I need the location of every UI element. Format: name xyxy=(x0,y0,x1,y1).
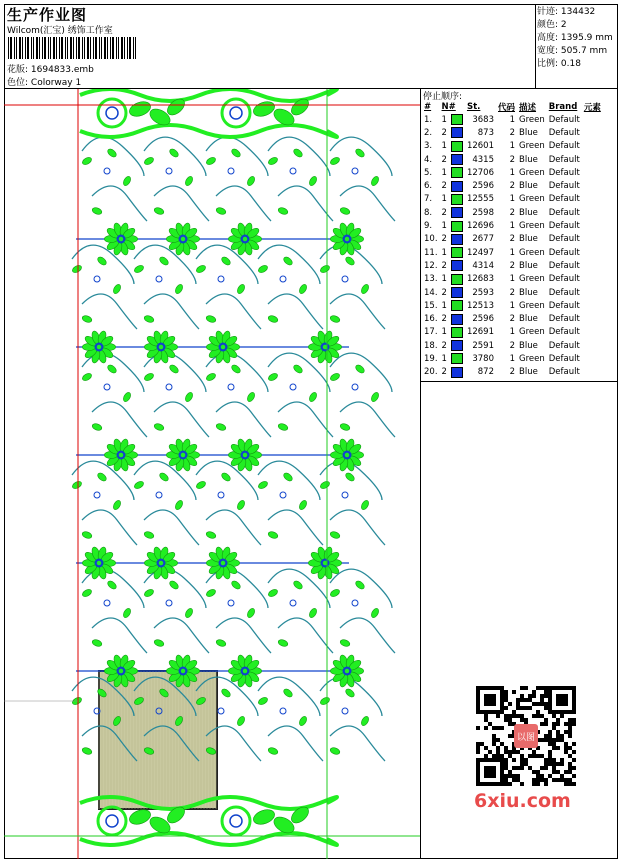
row-index: 16. xyxy=(424,314,438,325)
stat-stitches: 针迹: 134432 xyxy=(537,7,596,17)
color-swatch xyxy=(451,181,463,192)
row-code: 2 xyxy=(509,234,516,245)
table-row xyxy=(422,126,603,139)
row-brand: Default xyxy=(548,367,580,378)
row-brand: Default xyxy=(548,287,580,298)
barcode xyxy=(8,37,138,59)
row-stitches: 12513 xyxy=(466,300,494,311)
row-index: 8. xyxy=(424,207,433,218)
row-stitches: 872 xyxy=(477,367,494,378)
row-swatch xyxy=(449,312,465,325)
row-stitches: 12497 xyxy=(466,247,494,258)
row-stitches: 873 xyxy=(477,127,494,138)
row-brand: Default xyxy=(548,221,580,232)
row-stitches: 2596 xyxy=(472,314,494,325)
row-needle: 2 xyxy=(441,367,447,378)
table-header xyxy=(422,101,603,113)
row-stitches: 2593 xyxy=(472,287,494,298)
table-row xyxy=(422,246,603,259)
color-swatch xyxy=(451,234,463,245)
row-desc: Green xyxy=(519,114,545,125)
row-brand: Default xyxy=(548,114,580,125)
row-index: 13. xyxy=(424,274,438,285)
table-row xyxy=(422,166,603,179)
row-stitches: 4314 xyxy=(472,260,494,271)
table-row xyxy=(422,193,603,206)
row-code: 2 xyxy=(509,314,516,325)
row-index: 1. xyxy=(424,114,433,125)
row-desc: Green xyxy=(519,327,545,338)
row-index: 10. xyxy=(424,234,438,245)
company-name: Wilcom(汇宝) 绣饰工作室 xyxy=(7,26,113,36)
table-row xyxy=(422,312,603,325)
table-row xyxy=(422,219,603,232)
row-code: 1 xyxy=(509,247,516,258)
row-swatch xyxy=(449,259,465,272)
table-row xyxy=(422,140,603,153)
vine-pattern xyxy=(71,137,395,761)
row-desc: Green xyxy=(519,274,545,285)
stat-scale: 比例: 0.18 xyxy=(537,59,581,69)
row-swatch xyxy=(449,299,465,312)
colorway-line xyxy=(7,75,81,88)
row-element xyxy=(582,339,603,352)
row-needle: 2 xyxy=(441,207,447,218)
row-index: 19. xyxy=(424,353,438,364)
row-brand: Default xyxy=(548,167,580,178)
row-needle: 2 xyxy=(441,127,447,138)
row-element xyxy=(582,366,603,379)
row-needle: 1 xyxy=(441,353,447,364)
table-row xyxy=(422,113,603,126)
col-desc: 描述 xyxy=(519,103,537,113)
row-brand: Default xyxy=(548,260,580,271)
row-swatch xyxy=(449,126,465,139)
row-needle: 2 xyxy=(441,154,447,165)
row-stitches: 2677 xyxy=(472,234,494,245)
stat-width: 宽度: 505.7 mm xyxy=(537,46,608,56)
row-needle: 1 xyxy=(441,194,447,205)
row-brand: Default xyxy=(548,274,580,285)
panel-divider xyxy=(420,88,421,859)
row-swatch xyxy=(449,233,465,246)
row-needle: 2 xyxy=(441,287,447,298)
row-stitches: 12706 xyxy=(466,167,494,178)
row-index: 9. xyxy=(424,221,433,232)
row-code: 2 xyxy=(509,340,516,351)
row-stitches: 3683 xyxy=(472,114,494,125)
row-desc: Green xyxy=(519,300,545,311)
row-desc: Blue xyxy=(519,127,538,138)
row-swatch xyxy=(449,286,465,299)
row-code: 2 xyxy=(509,154,516,165)
row-index: 17. xyxy=(424,327,438,338)
stop-sequence-table xyxy=(422,101,603,379)
row-element xyxy=(582,206,603,219)
table-row xyxy=(422,259,603,272)
row-desc: Blue xyxy=(519,260,538,271)
table-row xyxy=(422,233,603,246)
row-swatch xyxy=(449,193,465,206)
row-element xyxy=(582,286,603,299)
row-code: 1 xyxy=(509,114,516,125)
row-brand: Default xyxy=(548,127,580,138)
row-index: 11. xyxy=(424,247,438,258)
row-index: 18. xyxy=(424,340,438,351)
color-swatch xyxy=(451,327,463,338)
row-code: 2 xyxy=(509,260,516,271)
qr-badge: 以图 xyxy=(516,733,536,743)
row-brand: Default xyxy=(548,154,580,165)
color-swatch xyxy=(451,247,463,258)
table-row xyxy=(422,206,603,219)
color-swatch xyxy=(451,207,463,218)
row-index: 15. xyxy=(424,300,438,311)
table-row xyxy=(422,366,603,379)
row-element xyxy=(582,113,603,126)
color-swatch xyxy=(451,127,463,138)
row-index: 4. xyxy=(424,154,433,165)
row-brand: Default xyxy=(548,300,580,311)
table-row xyxy=(422,326,603,339)
color-swatch xyxy=(451,300,463,311)
row-desc: Green xyxy=(519,247,545,258)
row-element xyxy=(582,312,603,325)
row-code: 1 xyxy=(509,300,516,311)
row-code: 1 xyxy=(509,274,516,285)
row-index: 20. xyxy=(424,367,438,378)
row-needle: 1 xyxy=(441,221,447,232)
row-desc: Green xyxy=(519,194,545,205)
row-element xyxy=(582,166,603,179)
row-code: 1 xyxy=(509,194,516,205)
row-desc: Blue xyxy=(519,287,538,298)
table-row xyxy=(422,273,603,286)
row-needle: 2 xyxy=(441,314,447,325)
row-index: 2. xyxy=(424,127,433,138)
row-stitches: 12555 xyxy=(466,194,494,205)
row-index: 6. xyxy=(424,181,433,192)
row-element xyxy=(582,193,603,206)
col-element: 元素 xyxy=(583,103,601,113)
row-needle: 2 xyxy=(441,260,447,271)
row-needle: 2 xyxy=(441,234,447,245)
row-needle: 1 xyxy=(441,300,447,311)
row-element xyxy=(582,153,603,166)
row-element xyxy=(582,352,603,365)
row-stitches: 2598 xyxy=(472,207,494,218)
row-stitches: 12696 xyxy=(466,221,494,232)
row-swatch xyxy=(449,366,465,379)
row-element xyxy=(582,326,603,339)
row-swatch xyxy=(449,179,465,192)
row-element xyxy=(582,233,603,246)
row-code: 1 xyxy=(509,327,516,338)
row-brand: Default xyxy=(548,314,580,325)
color-swatch xyxy=(451,154,463,165)
row-brand: Default xyxy=(548,207,580,218)
row-brand: Default xyxy=(548,181,580,192)
row-swatch xyxy=(449,352,465,365)
row-index: 12. xyxy=(424,260,438,271)
row-element xyxy=(582,273,603,286)
row-brand: Default xyxy=(548,194,580,205)
row-swatch xyxy=(449,206,465,219)
row-code: 1 xyxy=(509,353,516,364)
row-index: 5. xyxy=(424,167,433,178)
row-stitches: 12683 xyxy=(466,274,494,285)
row-code: 2 xyxy=(509,207,516,218)
color-swatch xyxy=(451,367,463,378)
color-swatch xyxy=(451,353,463,364)
color-swatch xyxy=(451,260,463,271)
row-swatch xyxy=(449,140,465,153)
row-stitches: 4315 xyxy=(472,154,494,165)
row-needle: 1 xyxy=(441,247,447,258)
stop-sequence-caption: 停止顺序: xyxy=(423,92,463,102)
row-brand: Default xyxy=(548,234,580,245)
row-stitches: 12691 xyxy=(466,327,494,338)
row-needle: 2 xyxy=(441,340,447,351)
col-brand: Brand xyxy=(548,102,578,112)
row-needle: 2 xyxy=(441,181,447,192)
row-swatch xyxy=(449,246,465,259)
row-code: 1 xyxy=(509,141,516,152)
row-desc: Blue xyxy=(519,154,538,165)
stops-divider xyxy=(420,381,618,382)
col-needle: N# xyxy=(441,102,456,112)
row-element xyxy=(582,246,603,259)
col-stitches: St. xyxy=(466,102,481,112)
page-title: 生产作业图 xyxy=(7,6,88,24)
col-code: 代码 xyxy=(498,103,516,113)
row-element xyxy=(582,299,603,312)
row-element xyxy=(582,179,603,192)
row-swatch xyxy=(449,219,465,232)
stat-height: 高度: 1395.9 mm xyxy=(537,33,613,43)
row-brand: Default xyxy=(548,141,580,152)
color-swatch xyxy=(451,340,463,351)
color-swatch xyxy=(451,314,463,325)
stats-divider xyxy=(535,4,536,88)
design-file-line xyxy=(7,62,94,75)
row-swatch xyxy=(449,153,465,166)
table-row xyxy=(422,299,603,312)
color-swatch xyxy=(451,114,463,125)
color-swatch xyxy=(451,287,463,298)
row-desc: Blue xyxy=(519,181,538,192)
row-needle: 1 xyxy=(441,141,447,152)
table-row xyxy=(422,352,603,365)
color-swatch xyxy=(451,194,463,205)
color-swatch xyxy=(451,167,463,178)
color-swatch xyxy=(451,274,463,285)
table-row xyxy=(422,153,603,166)
fabric-patch xyxy=(99,671,217,809)
row-code: 2 xyxy=(509,287,516,298)
row-desc: Green xyxy=(519,141,545,152)
row-brand: Default xyxy=(548,353,580,364)
row-element xyxy=(582,140,603,153)
row-stitches: 2596 xyxy=(472,181,494,192)
row-code: 2 xyxy=(509,127,516,138)
embroidery-preview xyxy=(4,89,420,859)
row-desc: Green xyxy=(519,353,545,364)
row-stitches: 12601 xyxy=(466,141,494,152)
row-desc: Blue xyxy=(519,234,538,245)
design-file: 1694833.emb xyxy=(30,65,94,75)
color-swatch xyxy=(451,221,463,232)
stat-colors: 颜色: 2 xyxy=(537,20,567,30)
row-code: 2 xyxy=(509,367,516,378)
row-swatch xyxy=(449,339,465,352)
row-code: 2 xyxy=(509,181,516,192)
row-stitches: 2591 xyxy=(472,340,494,351)
table-row xyxy=(422,286,603,299)
row-swatch xyxy=(449,273,465,286)
row-code: 1 xyxy=(509,167,516,178)
qr-code xyxy=(470,680,582,806)
row-desc: Blue xyxy=(519,367,538,378)
row-element xyxy=(582,259,603,272)
row-desc: Green xyxy=(519,221,545,232)
border-scroll xyxy=(80,89,337,137)
row-swatch xyxy=(449,326,465,339)
row-brand: Default xyxy=(548,247,580,258)
row-index: 3. xyxy=(424,141,433,152)
colorway-label: 色位: xyxy=(7,78,29,88)
row-needle: 1 xyxy=(441,274,447,285)
table-row xyxy=(422,179,603,192)
table-row xyxy=(422,339,603,352)
row-swatch xyxy=(449,113,465,126)
row-desc: Blue xyxy=(519,314,538,325)
row-brand: Default xyxy=(548,340,580,351)
row-index: 14. xyxy=(424,287,438,298)
row-needle: 1 xyxy=(441,167,447,178)
row-element xyxy=(582,219,603,232)
row-needle: 1 xyxy=(441,327,447,338)
row-needle: 1 xyxy=(441,114,447,125)
color-swatch xyxy=(451,141,463,152)
row-index: 7. xyxy=(424,194,433,205)
colorway-value: Colorway 1 xyxy=(30,78,82,88)
row-desc: Blue xyxy=(519,340,538,351)
stats-panel xyxy=(537,6,613,71)
row-code: 1 xyxy=(509,221,516,232)
row-element xyxy=(582,126,603,139)
row-desc: Blue xyxy=(519,207,538,218)
row-desc: Green xyxy=(519,167,545,178)
design-label: 花版: xyxy=(7,65,29,75)
row-stitches: 3780 xyxy=(472,353,494,364)
col-index: # xyxy=(424,102,432,112)
row-swatch xyxy=(449,166,465,179)
row-brand: Default xyxy=(548,327,580,338)
watermark: 6xiu.com xyxy=(474,790,571,812)
